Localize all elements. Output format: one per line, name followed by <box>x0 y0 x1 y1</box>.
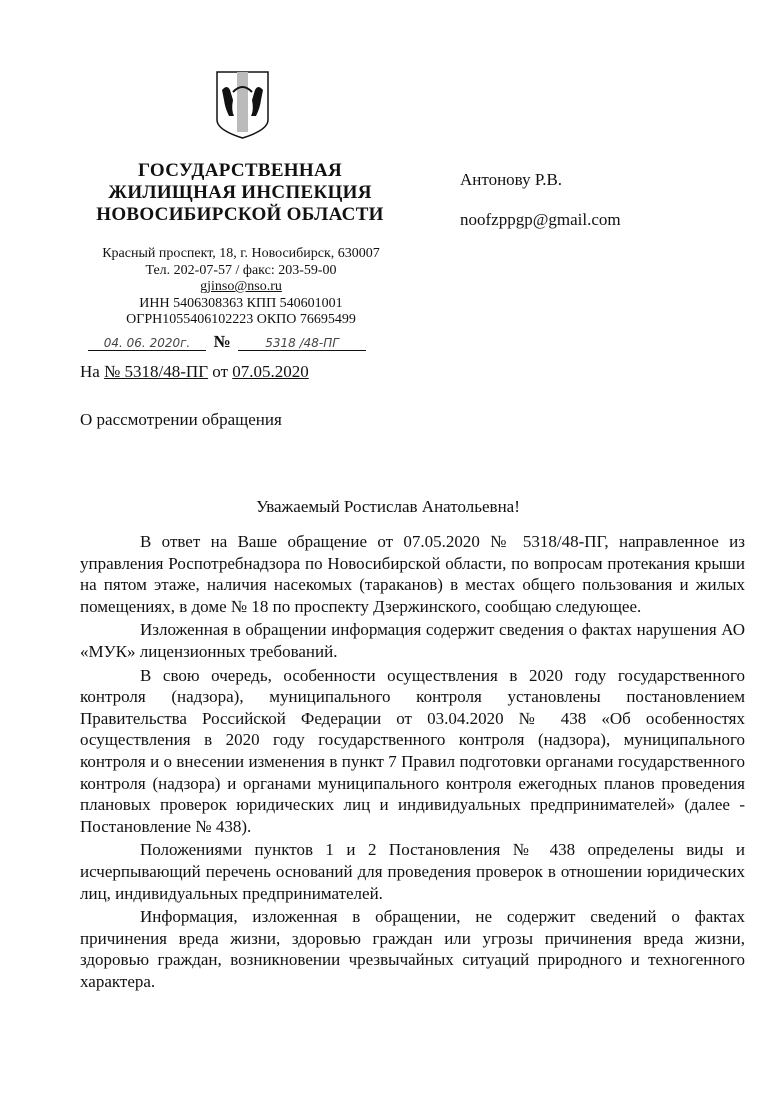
paragraph: В свою очередь, особенности осуществления в 2020 году государственного контроля (надзора), муниципального контроля установлены постановлением Правительства Российской Федерации от 03.04.2020 № 438 «Об особенностях осуществления в 2020 году государственного контроля (надзора), муниципального контроля и о внесении изменения в пункт 7 Правил подготовки органами государственного контроля (надзора) и органами муниципального контроля ежегодных планов проведения плановых проверок юридических лиц и индивидуальных предпринимателей» (далее - Постановление № 438). <box>80 665 745 836</box>
number-sign: № <box>213 332 231 351</box>
org-line: НОВОСИБИРСКОЙ ОБЛАСТИ <box>96 204 384 225</box>
addressee-name: Антонову Р.В. <box>460 170 563 189</box>
paragraph: Положениями пунктов 1 и 2 Постановления № 438 определены виды и исчерпывающий перечень оснований для проведения проверок в отношении юридических лиц, индивидуальных предпринимателей. <box>80 840 745 903</box>
addressee <box>460 160 621 240</box>
ogrn-okpo: ОГРН1055406102223 ОКПО 76695499 <box>126 312 356 327</box>
org-email-link[interactable]: gjinso@nso.ru <box>200 279 282 294</box>
paragraph: Изложенная в обращении информация содержит сведения о фактах нарушения АО «МУК» лицензионных требований. <box>80 620 745 661</box>
reply-date: 07.05.2020 <box>232 362 309 381</box>
address: Красный проспект, 18, г. Новосибирск, 630007 <box>102 246 380 261</box>
org-line: ГОСУДАРСТВЕННАЯ <box>138 160 342 181</box>
reply-number: № 5318/48-ПГ <box>104 362 209 381</box>
letter-body <box>80 531 745 994</box>
organization-name <box>90 160 390 226</box>
handwritten-date: 04. 06. 2020г. <box>88 336 206 351</box>
coat-of-arms-emblem <box>215 70 270 140</box>
organization-details <box>80 246 402 329</box>
inn-kpp: ИНН 5406308363 КПП 540601001 <box>139 295 343 311</box>
registration-line <box>88 332 378 354</box>
paragraph: В ответ на Ваше обращение от 07.05.2020 № 5318/48-ПГ, направленное из управления Роспотребнадзора по Новосибирской области, по вопросам протекания крыши на пятом этаже, наличия насекомых (тараканов) в местах общего пользования и жилых помещениях, в доме № 18 по проспекту Дзержинского, сообщаю следующее. <box>80 532 745 616</box>
reply-prefix: На <box>80 362 100 381</box>
org-line: ЖИЛИЩНАЯ ИНСПЕКЦИЯ <box>108 182 372 203</box>
phone-fax: Тел. 202-07-57 / факс: 203-59-00 <box>145 262 337 278</box>
greeting: Уважаемый Ростислав Анатольевна! <box>256 497 520 516</box>
handwritten-number: 5318 /48-ПГ <box>238 336 366 351</box>
addressee-email: noofzppgp@gmail.com <box>460 210 621 229</box>
subject: О рассмотрении обращения <box>80 410 282 429</box>
reply-from: от <box>212 362 229 381</box>
paragraph: Информация, изложенная в обращении, не содержит сведений о фактах причинения вреда жизни, здоровью граждан или угрозы причинения вреда жизни, здоровью граждан, возникновении чрезвычайных ситуаций природного и техногенного характера. <box>80 907 745 991</box>
reply-reference <box>80 362 309 382</box>
